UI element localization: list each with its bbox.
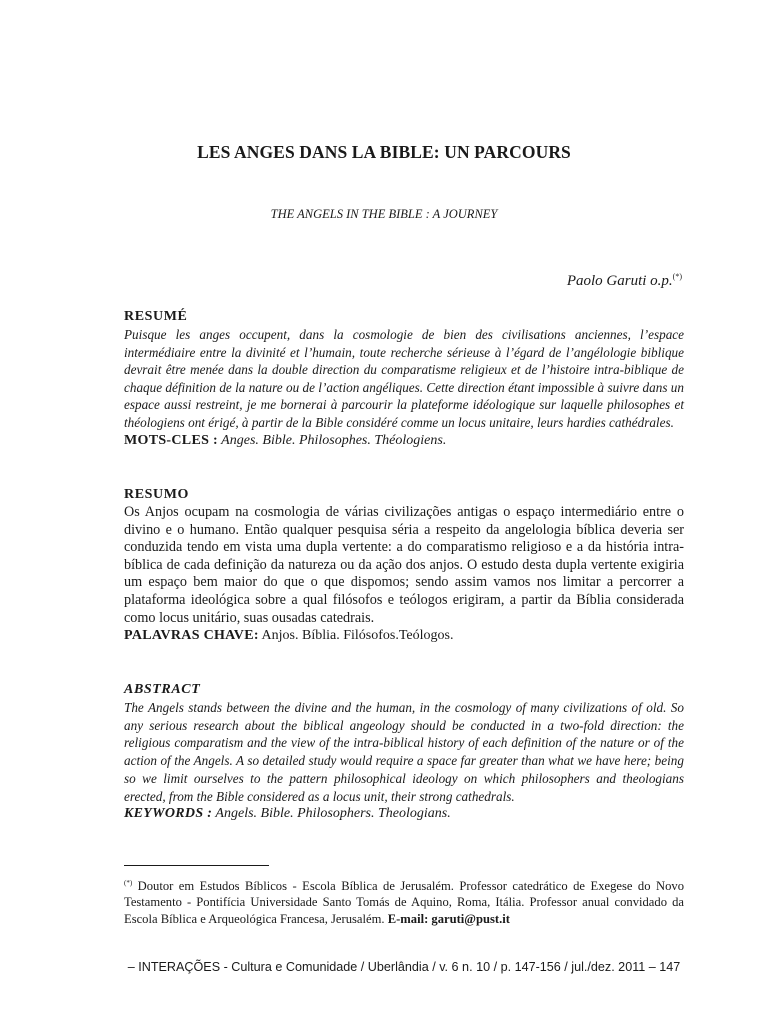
- abstract-keywords: [124, 805, 684, 823]
- footnote-text: Doutor em Estudos Bíblicos - Escola Bíblica de Jerusalém. Professor catedrático de Exegese do Novo Testamento - Pontifícia Universidade Santo Tomás de Aquino, Roma, Itália. Professor anual convidado da Escola Bíblica e Arqueológica Francesa, Jerusalém.: [124, 879, 684, 926]
- abstract-keywords-label: KEYWORDS :: [124, 806, 213, 822]
- resume-section: [124, 308, 684, 450]
- article-title: LES ANGES DANS LA BIBLE: UN PARCOURS: [197, 142, 571, 162]
- resumo-keywords-label: PALAVRAS CHAVE:: [124, 628, 259, 644]
- footnote-marker: (*): [124, 879, 133, 887]
- resume-keywords: [124, 432, 684, 450]
- resumo-keywords-list: Anjos. Bíblia. Filósofos.Teólogos.: [258, 628, 454, 644]
- author-name: Paolo Garuti o.p.: [566, 273, 673, 289]
- author-note-marker: (*): [672, 272, 682, 281]
- resumo-section: [124, 486, 684, 645]
- abstract-heading: ABSTRACT: [124, 682, 201, 697]
- resume-keywords-label: MOTS-CLES :: [124, 432, 218, 448]
- resume-heading: RESUMÉ: [124, 309, 188, 324]
- resumo-text: Os Anjos ocupam na cosmologia de várias civilizações antigas o espaço intermediário entre o divino e o humano. Então qualquer pesquisa séria a respeito da angelologia bíblica deveria ser conduzida tendo em vista uma dupla vertente: a do comparatismo religioso e a da história intra-bíblica de cada definição da natureza ou da ação dos anjos. O estudo desta dupla vertente exigiria um espaço bem maior do que o que dispomos; sendo assim vamos nos limitar a percorrer a plataforma ideológica sobre a qual filósofos e teólogos erigiram, a partir da Bíblia considerada como locus unitário, suas ousadas catedrais.: [124, 504, 684, 626]
- resumo-keywords: [124, 627, 684, 645]
- footnote: [124, 875, 684, 927]
- footnote-email: E-mail: garuti@pust.it: [387, 911, 510, 926]
- abstract-keywords-list: Angels. Bible. Philosophers. Theologians.: [212, 806, 451, 822]
- page-footer: – INTERAÇÕES - Cultura e Comunidade / Uberlândia / v. 6 n. 10 / p. 147-156 / jul./dez. 2011 – 147: [127, 960, 681, 974]
- abstract-section: [124, 681, 684, 823]
- abstract-text: The Angels stands between the divine and the human, in the cosmology of many civilizations of old. So any serious research about the biblical angeology should be conducted in a two-fold direction: the religious comparatism and the view of the intra-biblical history of each definition of the nature or of the action of the Angels. A so detailed study would require a space far greater than what we have here; being so we limit ourselves to the pattern philosophical ideology on which philosophers and theologians erected, from the Bible considered as a locus unit, their strong cathedrals.: [124, 700, 684, 804]
- resumo-heading: RESUMO: [124, 487, 190, 502]
- footnote-divider: [124, 865, 269, 866]
- article-subtitle: THE ANGELS IN THE BIBLE : A JOURNEY: [270, 207, 498, 221]
- author-line: [567, 272, 682, 290]
- resume-text: Puisque les anges occupent, dans la cosmologie de bien des civilisations anciennes, l’espace intermédiaire entre la divinité et l’humain, toute recherche sérieuse à l’égard de l’angélologie biblique devrait être menée dans la double direction du comparatisme religieux et de l’histoire intra-biblique de chaque définition de la nature ou de l’action angéliques. Cette direction étant impossible à suivre dans un espace aussi restreint, je me bornerai à parcourir la plateforme idéologique sur laquelle philosophes et théologiens ont érigé, à partir de la Bible considéré comme un locus unitaire, leurs hardies cathédrales.: [124, 327, 684, 430]
- resume-keywords-list: Anges. Bible. Philosophes. Théologiens.: [217, 432, 447, 448]
